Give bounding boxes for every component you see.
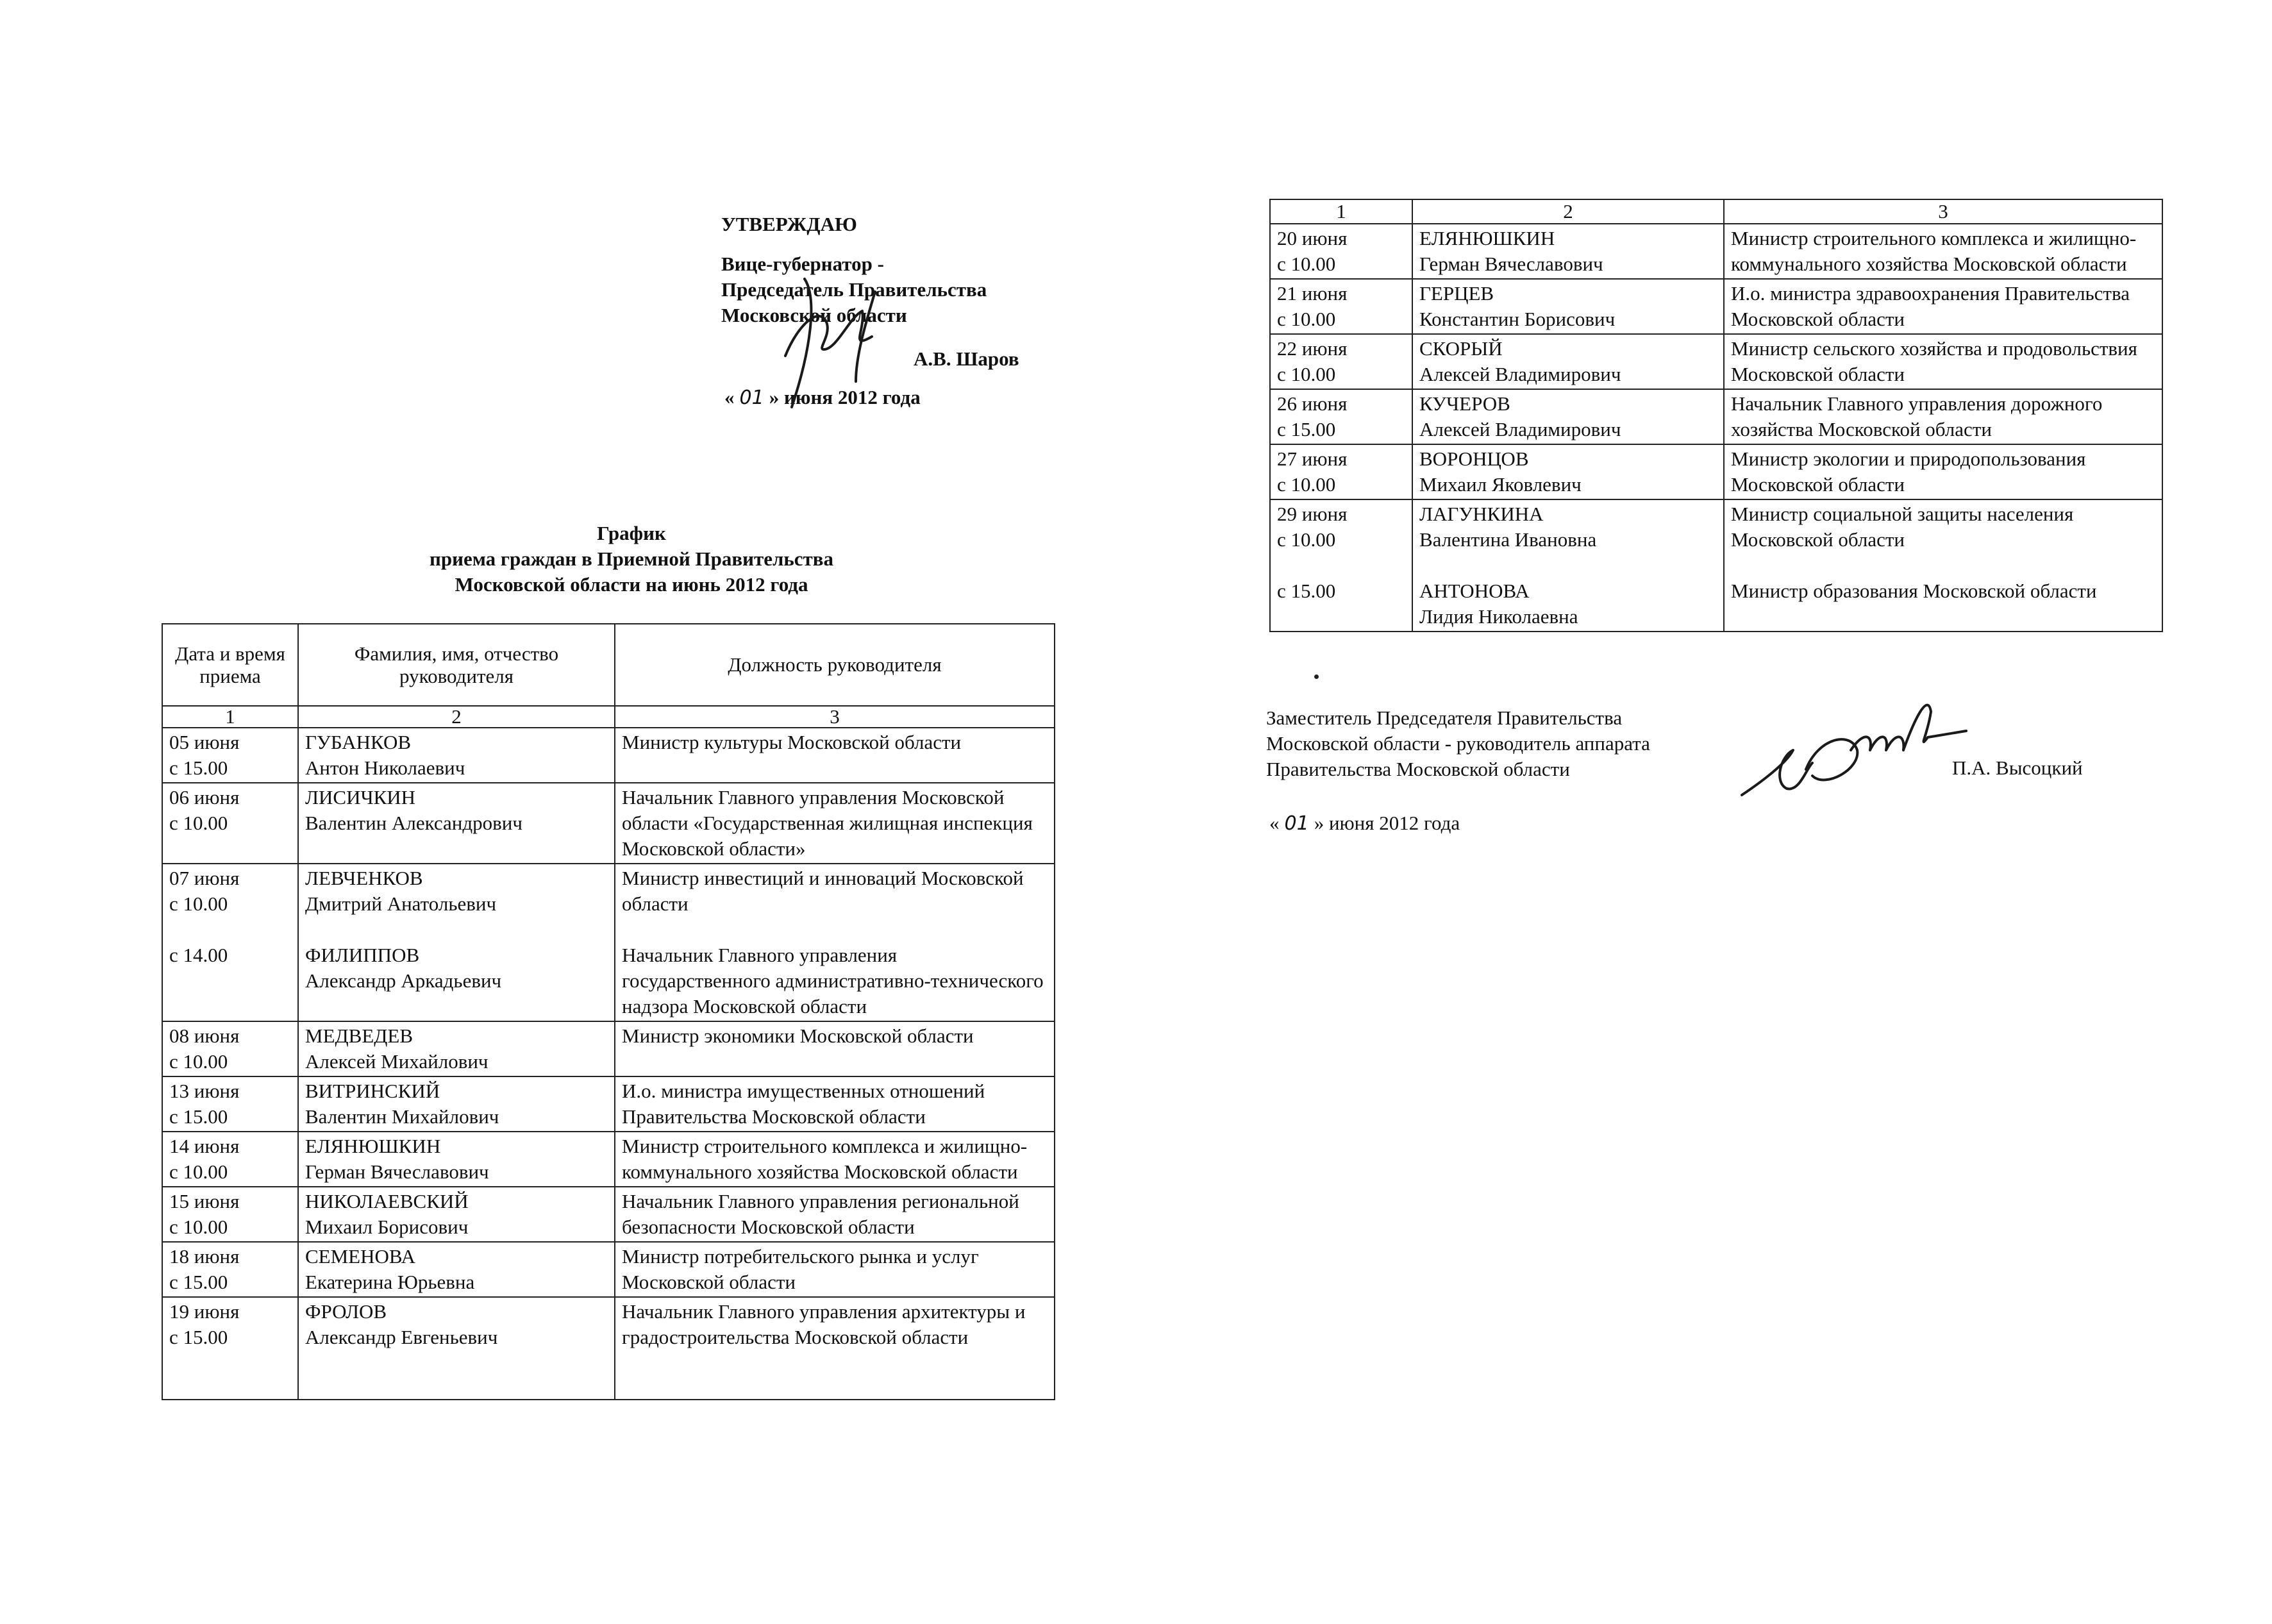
row-surname: СКОРЫЙ (1419, 337, 1503, 360)
footer-signer: П.А. Высоцкий (1952, 757, 2083, 779)
row-date: 15 июня (169, 1190, 240, 1212)
row-time: с 15.00 (1277, 418, 1336, 440)
row-name: Валентин Александрович (305, 812, 522, 834)
row-time: с 15.00 (169, 1105, 228, 1128)
row-surname: ГУБАНКОВ (305, 731, 412, 753)
col-number: 1 (1270, 199, 1412, 224)
row-name: Алексей Владимирович (1419, 418, 1621, 440)
row-name: Михаил Борисович (305, 1216, 469, 1238)
approval-line-1: Вице-губернатор - (721, 253, 884, 275)
table-number-row (162, 706, 1055, 728)
approval-header: УТВЕРЖДАЮ (721, 213, 857, 235)
row-name: Валентин Михайлович (305, 1105, 499, 1128)
row-date: 29 июня (1277, 503, 1348, 525)
approval-line-2: Председатель Правительства (721, 278, 987, 301)
right-page (1136, 0, 2272, 1624)
table-row (162, 1132, 1055, 1187)
col-number: 2 (1412, 199, 1724, 224)
row-surname: ФРОЛОВ (305, 1300, 387, 1323)
row-time: с 10.00 (169, 812, 228, 834)
row-position: Министр экономики Московской области (615, 1021, 1055, 1076)
footer-line-3: Правительства Московской области (1266, 758, 1570, 780)
table-row (162, 783, 1055, 864)
row-time-2: с 14.00 (169, 944, 228, 966)
approval-date-open: « (724, 386, 735, 408)
col-number: 1 (162, 706, 298, 728)
row-time: с 15.00 (169, 757, 228, 779)
row-name: Валентина Ивановна (1419, 528, 1597, 551)
table-header-row (162, 624, 1055, 706)
col-number: 3 (615, 706, 1055, 728)
approval-date-rest: » июня 2012 года (769, 386, 921, 408)
row-date: 19 июня (169, 1300, 240, 1323)
table-row (1270, 444, 2162, 499)
header-position: Должность руководителя (615, 624, 1055, 706)
row-surname-2: АНТОНОВА (1419, 580, 1530, 602)
footer-date-open: « (1269, 812, 1280, 834)
row-time: с 15.00 (169, 1271, 228, 1293)
row-time-2: с 15.00 (1277, 580, 1336, 602)
row-surname: ЛАГУНКИНА (1419, 503, 1544, 525)
row-date: 07 июня (169, 867, 240, 889)
row-date: 13 июня (169, 1080, 240, 1102)
row-name: Михаил Яковлевич (1419, 473, 1582, 496)
table-row (162, 1021, 1055, 1076)
row-position: Министр сельского хозяйства и продовольствия Московской области (1724, 334, 2162, 389)
table-row (1270, 389, 2162, 444)
schedule-table-left (162, 623, 1055, 1400)
table-row (1270, 279, 2162, 334)
row-position: Начальник Главного управления Московской области «Государственная жилищная инспекция Московской области» (615, 783, 1055, 864)
row-name: Дмитрий Анатольевич (305, 892, 497, 915)
row-date: 20 июня (1277, 227, 1348, 249)
title-line-2: приема граждан в Приемной Правительства (430, 548, 833, 570)
row-position-2: Начальник Главного управления государственного административно-технического надзора Московской области (622, 944, 1044, 1017)
row-surname: ЛИСИЧКИН (305, 786, 416, 808)
table-row (162, 864, 1055, 1021)
header-fio: Фамилия, имя, отчество руководителя (298, 624, 615, 706)
row-time: с 10.00 (1277, 308, 1336, 330)
row-date: 14 июня (169, 1135, 240, 1157)
row-surname: ГЕРЦЕВ (1419, 282, 1494, 305)
col-number: 3 (1724, 199, 2162, 224)
row-name-2: Александр Аркадьевич (305, 969, 502, 992)
row-position: И.о. министра здравоохранения Правительства Московской области (1724, 279, 2162, 334)
header-date: Дата и время приема (162, 624, 298, 706)
approval-date-day: 01 (739, 387, 764, 409)
row-surname: ЕЛЯНЮШКИН (1419, 227, 1555, 249)
table-row (162, 728, 1055, 783)
row-time: с 10.00 (1277, 253, 1336, 275)
row-time: с 10.00 (1277, 363, 1336, 385)
table-row (1270, 334, 2162, 389)
row-position: Министр социальной защиты населения Московской области (1731, 503, 2074, 551)
footer-line-2: Московской области - руководитель аппарата (1266, 732, 1650, 755)
table-row (162, 1076, 1055, 1132)
row-time: с 10.00 (1277, 528, 1336, 551)
row-surname: НИКОЛАЕВСКИЙ (305, 1190, 469, 1212)
row-position: Министр инвестиций и инноваций Московской области (622, 867, 1024, 915)
row-position: Министр экологии и природопользования Московской области (1724, 444, 2162, 499)
document-title (160, 521, 1103, 598)
row-surname: ЕЛЯНЮШКИН (305, 1135, 441, 1157)
title-line-1: График (597, 522, 666, 544)
row-name: Константин Борисович (1419, 308, 1616, 330)
footer-date (1269, 812, 1460, 835)
footer-signature-icon (1735, 673, 1979, 808)
row-surname: КУЧЕРОВ (1419, 392, 1510, 415)
row-time: с 10.00 (169, 1050, 228, 1073)
row-date: 27 июня (1277, 448, 1348, 470)
row-date: 22 июня (1277, 337, 1348, 360)
row-date: 21 июня (1277, 282, 1348, 305)
row-position: И.о. министра имущественных отношений Правительства Московской области (615, 1076, 1055, 1132)
row-position: Начальник Главного управления дорожного хозяйства Московской области (1724, 389, 2162, 444)
row-surname: МЕДВЕДЕВ (305, 1025, 413, 1047)
col-number: 2 (298, 706, 615, 728)
table-row (162, 1297, 1055, 1400)
row-name: Екатерина Юрьевна (305, 1271, 475, 1293)
row-time: с 10.00 (169, 892, 228, 915)
table-number-row (1270, 199, 2162, 224)
row-name: Алексей Михайлович (305, 1050, 489, 1073)
row-surname-2: ФИЛИППОВ (305, 944, 420, 966)
row-date: 26 июня (1277, 392, 1348, 415)
stray-dot (1314, 674, 1319, 679)
row-time: с 10.00 (169, 1160, 228, 1183)
footer-line-1: Заместитель Председателя Правительства (1266, 707, 1623, 729)
row-name-2: Лидия Николаевна (1419, 605, 1578, 628)
row-surname: ВОРОНЦОВ (1419, 448, 1529, 470)
table-row (162, 1187, 1055, 1242)
row-date: 06 июня (169, 786, 240, 808)
row-name: Герман Вячеславович (1419, 253, 1603, 275)
row-surname: СЕМЕНОВА (305, 1245, 415, 1268)
approval-line-3: Московской области (721, 304, 907, 326)
row-position: Министр потребительского рынка и услуг Московской области (615, 1242, 1055, 1297)
footer-block (1266, 705, 1650, 782)
footer-date-rest: » июня 2012 года (1314, 812, 1460, 834)
row-date: 08 июня (169, 1025, 240, 1047)
row-position: Начальник Главного управления архитектуры и градостроительства Московской области (615, 1297, 1055, 1400)
row-date: 05 июня (169, 731, 240, 753)
approval-signature-icon (766, 253, 933, 420)
table-row (162, 1242, 1055, 1297)
row-date: 18 июня (169, 1245, 240, 1268)
table-row (1270, 224, 2162, 279)
row-time: с 10.00 (1277, 473, 1336, 496)
row-name: Антон Николаевич (305, 757, 465, 779)
row-position: Министр строительного комплекса и жилищно-коммунального хозяйства Московской области (1724, 224, 2162, 279)
row-name: Алексей Владимирович (1419, 363, 1621, 385)
row-position: Министр культуры Московской области (615, 728, 1055, 783)
row-name: Александр Евгеньевич (305, 1326, 498, 1348)
footer-date-day: 01 (1284, 812, 1309, 835)
row-surname: ВИТРИНСКИЙ (305, 1080, 440, 1102)
row-position-2: Министр образования Московской области (1731, 580, 2097, 602)
row-surname: ЛЕВЧЕНКОВ (305, 867, 423, 889)
row-time: с 15.00 (169, 1326, 228, 1348)
table-row (1270, 499, 2162, 632)
row-position: Начальник Главного управления региональной безопасности Московской области (615, 1187, 1055, 1242)
row-position: Министр строительного комплекса и жилищно-коммунального хозяйства Московской области (615, 1132, 1055, 1187)
schedule-table-right (1269, 199, 2163, 632)
row-name: Герман Вячеславович (305, 1160, 489, 1183)
row-time: с 10.00 (169, 1216, 228, 1238)
title-line-3: Московской области на июнь 2012 года (455, 573, 808, 596)
approval-signer: А.В. Шаров (914, 347, 1019, 370)
